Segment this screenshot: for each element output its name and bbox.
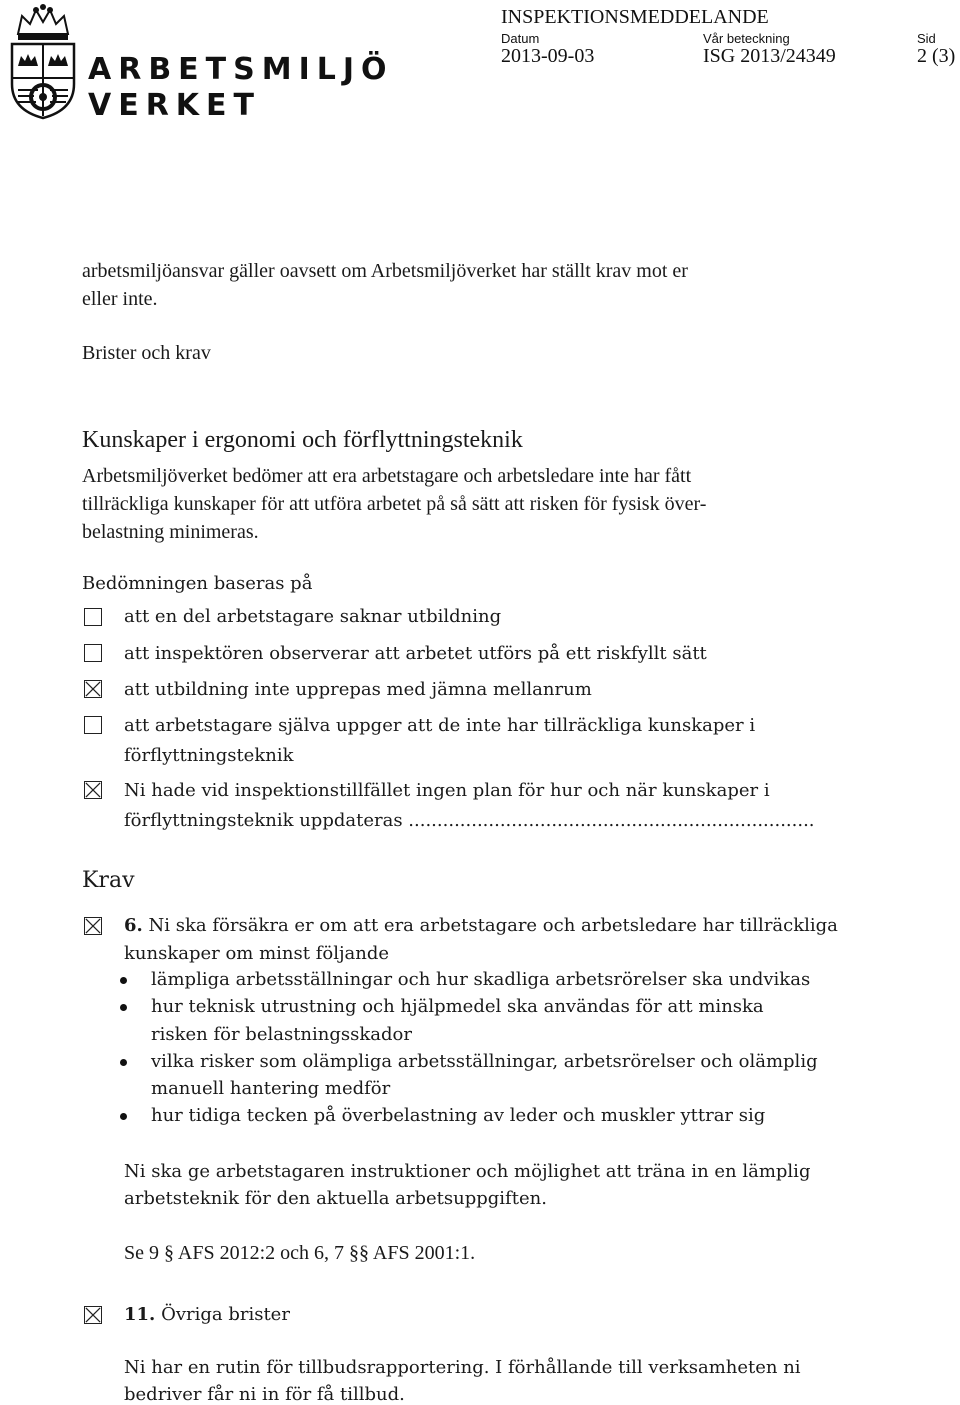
basis-item-3: att utbildning inte upprepas med jämna mellanrum: [124, 679, 592, 700]
bullet-1: lämpliga arbetsställningar och hur skadliga arbetsrörelser ska undvikas: [151, 969, 811, 990]
instruction-line-2: arbetsteknik för den aktuella arbetsuppgiften.: [124, 1188, 547, 1209]
reference-label: Vår beteckning: [703, 31, 790, 46]
requirement-6-line-2: kunskaper om minst följande: [124, 943, 390, 964]
basis-item-2: att inspektören observerar att arbetet utförs på ett riskfyllt sätt: [124, 643, 707, 664]
date-label: Datum: [501, 31, 540, 46]
legal-reference: Se 9 § AFS 2012:2 och 6, 7 §§ AFS 2001:1.: [124, 1242, 476, 1264]
finding-title: Kunskaper i ergonomi och förflyttningsteknik: [82, 427, 523, 453]
bullet-3-line-1: vilka risker som olämpliga arbetsställningar, arbetsrörelser och olämplig: [151, 1051, 818, 1072]
coat-of-arms-logo-icon: [4, 4, 82, 120]
page-number: 2 (3): [917, 45, 956, 67]
requirement-number: 11.: [124, 1304, 156, 1325]
page-label: Sid: [917, 31, 936, 46]
bullet-3-line-2: manuell hantering medför: [151, 1078, 391, 1099]
basis-item-4-line-1: att arbetstagare själva uppger att de inte har tillräckliga kunskaper i: [124, 715, 756, 736]
checkbox-checked: [84, 917, 102, 935]
krav-heading: Krav: [82, 868, 135, 893]
requirement-6-text: Ni ska försäkra er om att era arbetstagare och arbetsledare har tillräckliga: [148, 915, 838, 936]
instruction-line-1: Ni ska ge arbetstagaren instruktioner och möjlighet att träna in en lämplig: [124, 1161, 811, 1182]
checkbox-cross-icon: [85, 681, 101, 697]
bullet-dot: [120, 1004, 127, 1011]
checkbox-checked: [84, 680, 102, 698]
checkbox-cross-icon: [85, 1307, 101, 1323]
finding-body-line-2: tillräckliga kunskaper för att utföra arbetet på så sätt att risken för fysisk över-: [82, 493, 707, 515]
requirement-number: 6.: [124, 915, 143, 936]
checkbox-unchecked: [84, 644, 102, 662]
bullet-dot: [120, 977, 127, 984]
logo-wordmark-line2: VERKET: [88, 88, 262, 123]
checkbox-unchecked: [84, 716, 102, 734]
section-label: Brister och krav: [82, 342, 211, 364]
basis-item-5-line-1: Ni hade vid inspektionstillfället ingen plan för hur och när kunskaper i: [124, 780, 770, 801]
requirement-11-body-line-2: bedriver får ni in för få tillbud.: [124, 1384, 405, 1405]
checkbox-cross-icon: [85, 782, 101, 798]
requirement-11-text: Övriga brister: [161, 1304, 290, 1325]
requirement-11-body-line-1: Ni har en rutin för tillbudsrapportering. I förhållande till verksamheten ni: [124, 1357, 801, 1378]
checkbox-checked: [84, 781, 102, 799]
requirement-6-line-1: [124, 915, 838, 936]
intro-line-1: arbetsmiljöansvar gäller oavsett om Arbetsmiljöverket har ställt krav mot er: [82, 260, 688, 282]
checkbox-checked: [84, 1306, 102, 1324]
checkbox-cross-icon: [85, 918, 101, 934]
bullet-2-line-1: hur teknisk utrustning och hjälpmedel ska användas för att minska: [151, 996, 764, 1017]
date-value: 2013-09-03: [501, 45, 595, 67]
basis-item-4-line-2: förflyttningsteknik: [124, 745, 294, 766]
basis-item-5-line-2: förflyttningsteknik uppdateras .......................................................................: [124, 810, 815, 831]
finding-body-line-1: Arbetsmiljöverket bedömer att era arbetstagare och arbetsledare inte har fått: [82, 465, 692, 487]
bullet-dot: [120, 1059, 127, 1066]
document-type: INSPEKTIONSMEDDELANDE: [501, 6, 769, 28]
bullet-2-line-2: risken för belastningsskador: [151, 1024, 412, 1045]
logo-wordmark-line1: ARBETSMILJÖ: [88, 52, 394, 87]
requirement-11-title: [124, 1304, 290, 1325]
finding-body-line-3: belastning minimeras.: [82, 521, 259, 543]
intro-line-2: eller inte.: [82, 288, 158, 310]
basis-label: Bedömningen baseras på: [82, 573, 313, 594]
bullet-dot: [120, 1113, 127, 1120]
reference-value: ISG 2013/24349: [703, 45, 836, 67]
checkbox-unchecked: [84, 608, 102, 626]
basis-item-1: att en del arbetstagare saknar utbildning: [124, 606, 502, 627]
bullet-4: hur tidiga tecken på överbelastning av leder och muskler yttrar sig: [151, 1105, 766, 1126]
